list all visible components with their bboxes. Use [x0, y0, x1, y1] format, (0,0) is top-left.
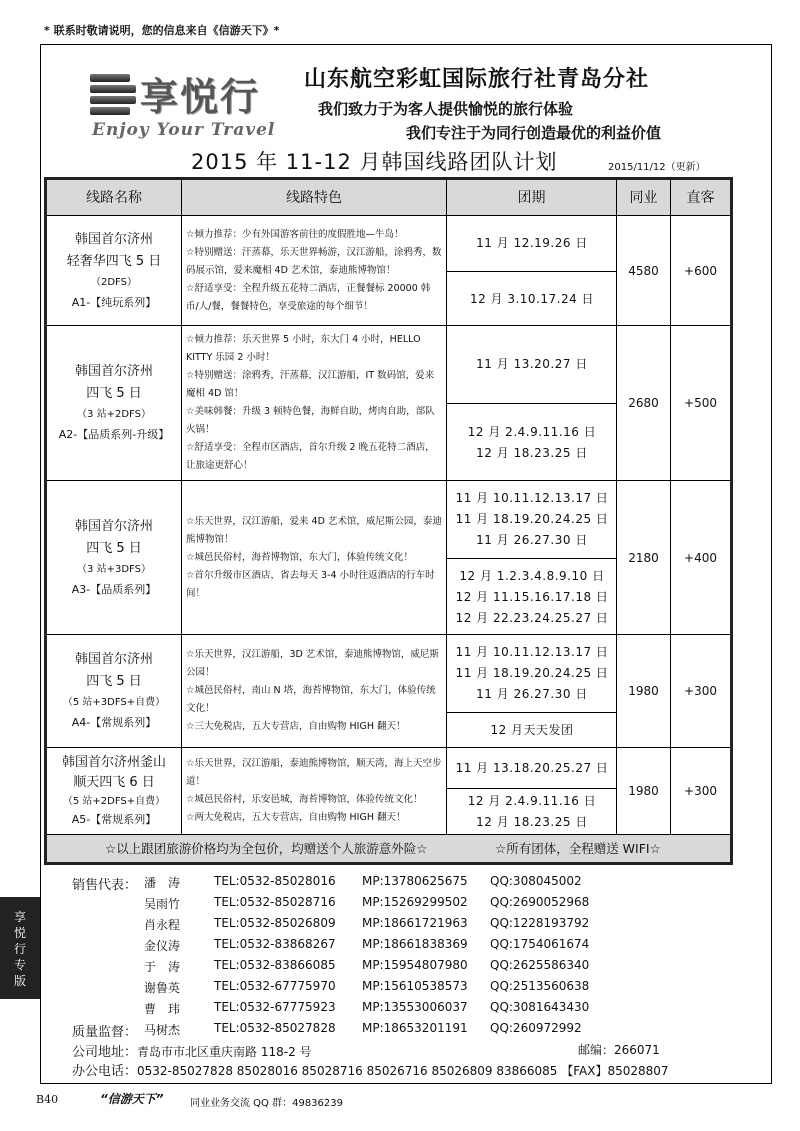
feature-item: ☆两大免税店，五大专营店，自由购物 HIGH 翻天！ [186, 812, 406, 823]
table-row [47, 635, 730, 748]
footer-wifi-note: ☆所有团体，全程赠送 WIFI☆ [495, 841, 661, 856]
date-line: 11 月 13.18.20.25.27 日 [455, 760, 609, 775]
route-name: 韩国首尔济州 [74, 652, 153, 667]
date-line: 12 月 18.23.25 日 [476, 815, 588, 829]
feature-item: ☆城邑民俗村，海苔博物馆，东大门，体验传统文化！ [186, 551, 414, 563]
contact-mobile: MP:13553006037 [362, 1000, 468, 1014]
feature-item: ☆乐天世界，汉江游船，泰迪熊博物馆，顺天湾，海上天空步道！ [186, 758, 442, 787]
date-group [447, 558, 617, 635]
contact-mobile: MP:18653201191 [362, 1021, 468, 1035]
contact-tel: TEL:0532-85027828 [214, 1021, 336, 1035]
dates-cell [447, 635, 617, 747]
features-cell [182, 748, 447, 834]
route-stations: （3 站+3DFS） [77, 563, 151, 575]
address-value: 青岛市市北区重庆南路 118-2 号 [137, 1045, 312, 1059]
direct-price: +400 [684, 550, 717, 565]
header-route-name: 线路名称 [47, 180, 182, 216]
dates-cell [447, 748, 617, 834]
date-group [447, 216, 617, 271]
date-line: 12 月天天发团 [490, 723, 574, 737]
update-date: 2015/11/12（更新） [608, 162, 706, 173]
date-line: 12 月 2.4.9.11.16 日 [467, 424, 597, 439]
date-line: 11 月 10.11.12.13.17 日 [455, 645, 609, 659]
bottom-qq-note: 同业业务交流 QQ 群：49836239 [190, 1098, 343, 1109]
header-features: 线路特色 [182, 180, 447, 216]
feature-item: ☆特别赠送：汗蒸幕，乐天世界畅游，汉江游船，涂鸦秀，数码展示馆，爱来魔相 4D 艺术馆，泰迪熊博物馆！ [186, 246, 442, 276]
contact-tel: TEL:0532-83868267 [214, 937, 336, 951]
route-subtitle: 四飞 5 日 [86, 386, 142, 401]
plan-title: 2015 年 11-12 月韩国线路团队计划 [191, 150, 558, 174]
date-group [447, 788, 617, 835]
peer-price: 1980 [617, 748, 671, 834]
side-tab-char: 悦 [13, 926, 26, 940]
route-name: 韩国首尔济州 [74, 518, 153, 534]
date-line: 11 月 26.27.30 日 [476, 533, 588, 547]
table-row [47, 216, 730, 326]
direct-price: +300 [684, 684, 717, 698]
route-subtitle: 四飞 5 日 [86, 540, 142, 556]
features-cell [182, 216, 447, 325]
direct-price: +500 [684, 396, 717, 410]
route-name-cell [47, 216, 182, 325]
logo-slogan: Enjoy Your Travel [92, 120, 276, 140]
logo [82, 66, 278, 146]
table-row [47, 481, 730, 635]
route-stations: （3 站+2DFS） [77, 409, 151, 420]
side-tab-char: 享 [13, 910, 26, 924]
contact-mobile: MP:18661838369 [362, 937, 468, 951]
route-name-cell [47, 748, 182, 834]
route-stations: （5 站+3DFS+自费） [62, 697, 166, 708]
date-line: 12 月 22.23.24.25.27 日 [455, 610, 609, 625]
address-label: 公司地址： [72, 1045, 138, 1060]
quality-label: 质量监督： [72, 1025, 138, 1040]
features-cell [182, 635, 447, 747]
direct-price: +300 [684, 784, 717, 798]
feature-item: ☆首尔升级市区酒店，省去每天 3-4 小时往返酒店的行车时间！ [186, 569, 435, 599]
contact-name: 吴雨竹 [144, 897, 181, 911]
feature-item: ☆乐天世界，汉江游船，爱来 4D 艺术馆，威尼斯公园，泰迪熊博物馆！ [186, 515, 442, 545]
feature-item: ☆三大免税店，五大专营店，自由购物 HIGH 翻天！ [186, 721, 406, 732]
contact-name: 曹 玮 [144, 1002, 181, 1016]
contact-name: 肖永程 [144, 918, 181, 932]
side-tab-char: 专 [13, 958, 26, 972]
contact-qq: QQ:2625586340 [490, 958, 590, 972]
peer-price: 2180 [617, 481, 671, 634]
date-line: 12 月 1.2.3.4.8.9.10 日 [459, 568, 605, 583]
contact-qq: QQ:260972992 [490, 1021, 582, 1035]
feature-item: ☆乐天世界，汉江游船，3D 艺术馆，泰迪熊博物馆，威尼斯公园！ [186, 649, 439, 678]
peer-price: 4580 [617, 216, 671, 325]
route-code: A4-【常规系列】 [71, 716, 157, 729]
tagline-2: 我们专注于为同行创造最优的利益价值 [406, 124, 662, 142]
dates-cell [447, 216, 617, 325]
header-direct-price: 直客 [686, 190, 715, 206]
route-code: A3-【品质系列】 [71, 582, 157, 596]
page-number: B40 [36, 1093, 59, 1106]
contact-mobile: MP:15610538573 [362, 979, 468, 993]
tour-table [44, 177, 733, 865]
features-cell [182, 481, 447, 634]
table-row [47, 748, 730, 835]
contact-mobile: MP:15269299502 [362, 895, 468, 909]
side-tab [0, 897, 40, 999]
table-header [47, 180, 730, 216]
date-line: 11 月 10.11.12.13.17 日 [455, 491, 609, 505]
header-dates: 团期 [447, 180, 617, 216]
date-group [447, 635, 617, 712]
route-name-cell [47, 326, 182, 480]
contact-tel: TEL:0532-83866085 [214, 958, 336, 972]
header-peer-price: 同业 [617, 180, 671, 216]
features-cell [182, 326, 447, 480]
date-group [447, 326, 617, 403]
route-name-cell [47, 635, 182, 747]
feature-item: ☆美味韩餐：升级 3 顿特色餐，海鲜自助，烤肉自助，部队火锅！ [186, 406, 435, 435]
feature-item: ☆城邑民俗村，南山 N 塔，海苔博物馆，东大门，体验传统文化！ [186, 685, 436, 714]
peer-price: 2680 [617, 326, 671, 480]
side-tab-char: 行 [13, 942, 26, 956]
route-stations: （2DFS） [91, 276, 137, 288]
contact-mobile: MP:18661721963 [362, 916, 468, 930]
bottom-brand: “信游天下” [100, 1092, 164, 1106]
date-line: 11 月 12.19.26 日 [476, 236, 588, 250]
date-line: 11 月 13.20.27 日 [476, 357, 588, 371]
contact-tel: TEL:0532-85026809 [214, 916, 336, 930]
feature-item: ☆特别赠送：涂鸦秀，汗蒸幕，汉江游船，IT 数码馆，爱来魔相 4D 馆！ [186, 370, 435, 399]
contact-mobile: MP:13780625675 [362, 874, 468, 888]
table-footer [47, 835, 730, 862]
contact-qq: QQ:1228193792 [490, 916, 590, 930]
date-line: 11 月 26.27.30 日 [476, 687, 588, 701]
contact-tel: TEL:0532-85028716 [214, 895, 336, 909]
top-note: * 联系时敬请说明，您的信息来自《信游天下》* [44, 24, 280, 37]
contact-qq: QQ:308045002 [490, 874, 582, 888]
contact-qq: QQ:3081643430 [490, 1000, 590, 1014]
date-line: 12 月 3.10.17.24 日 [469, 291, 595, 306]
phone-values: 0532-85027828 85028016 85028716 85026716 85026809 83866085 【FAX】85028807 [137, 1064, 669, 1078]
route-name: 韩国首尔济州釜山 [61, 755, 166, 770]
date-line: 12 月 11.15.16.17.18 日 [455, 589, 609, 604]
route-code: A1-【纯玩系列】 [71, 295, 157, 309]
contact-name: 于 涛 [144, 960, 181, 974]
office-phones [72, 1060, 669, 1079]
contact-qq: QQ:1754061674 [490, 937, 590, 951]
contact-tel: TEL:0532-67775923 [214, 1000, 336, 1014]
contact-qq: QQ:2513560638 [490, 979, 590, 993]
contact-name: 潘 涛 [144, 876, 181, 890]
table-row [47, 326, 730, 481]
contact-name: 谢鲁英 [144, 981, 181, 995]
date-line: 11 月 18.19.20.24.25 日 [455, 512, 609, 526]
feature-item: ☆城邑民俗村，乐安邑城，海苔博物馆，体验传统文化！ [186, 794, 423, 805]
route-code: A5-【常规系列】 [71, 813, 157, 826]
logo-mark-icon [90, 70, 136, 116]
dates-cell [447, 326, 617, 480]
route-subtitle: 轻奢华四飞 5 日 [66, 253, 162, 269]
date-line: 12 月 2.4.9.11.16 日 [467, 794, 597, 808]
tagline-1: 我们致力于为客人提供愉悦的旅行体验 [318, 100, 574, 118]
contact-tel: TEL:0532-85028016 [214, 874, 336, 888]
logo-brand: 享悦行 [140, 74, 261, 119]
contact-tel: TEL:0532-67775970 [214, 979, 336, 993]
date-line: 12 月 18.23.25 日 [476, 445, 588, 460]
route-subtitle: 顺天四飞 6 日 [73, 775, 155, 790]
feature-item: ☆倾力推荐：乐天世界 5 小时，东大门 4 小时，HELLO KITTY 乐园 2 小时！ [186, 334, 421, 363]
postal-code: 邮编：266071 [578, 1043, 660, 1057]
phone-label: 办公电话： [72, 1064, 138, 1079]
contact-name: 金仪涛 [144, 939, 181, 953]
date-group [447, 712, 617, 748]
contact-mobile: MP:15954807980 [362, 958, 468, 972]
side-tab-char: 版 [13, 974, 26, 988]
contact-qq: QQ:2690052968 [490, 895, 590, 909]
date-line: 11 月 18.19.20.24.25 日 [455, 666, 609, 680]
footer-insurance-note: ☆以上跟团旅游价格均为全包价，均赠送个人旅游意外险☆ [105, 841, 428, 856]
date-group [447, 271, 617, 326]
dates-cell [447, 481, 617, 634]
company-address [72, 1041, 312, 1060]
direct-price: +600 [684, 263, 717, 278]
company-name: 山东航空彩虹国际旅行社青岛分社 [304, 67, 650, 92]
route-code: A2-【品质系列-升级】 [58, 428, 170, 441]
route-stations: （5 站+2DFS+自费） [62, 796, 166, 807]
date-group [447, 403, 617, 481]
peer-price: 1980 [617, 635, 671, 747]
feature-item: ☆舒适享受：全程市区酒店，首尔升级 2 晚五花特二酒店，让旅途更舒心！ [186, 442, 435, 471]
sales-label: 销售代表： [72, 878, 138, 893]
contact-name: 马树杰 [144, 1023, 181, 1037]
route-subtitle: 四飞 5 日 [86, 674, 142, 689]
route-name: 韩国首尔济州 [74, 364, 153, 379]
route-name-cell [47, 481, 182, 634]
feature-item: ☆舒适享受：全程升级五花特二酒店，正餐餐标 20000 韩币/人/餐，餐餐特色，享受旅途的每个细节！ [186, 282, 431, 312]
date-group [447, 748, 617, 788]
date-group [447, 481, 617, 558]
route-name: 韩国首尔济州 [74, 231, 153, 247]
feature-item: ☆倾力推荐：少有外国游客前往的度假胜地—牛岛！ [186, 228, 404, 240]
